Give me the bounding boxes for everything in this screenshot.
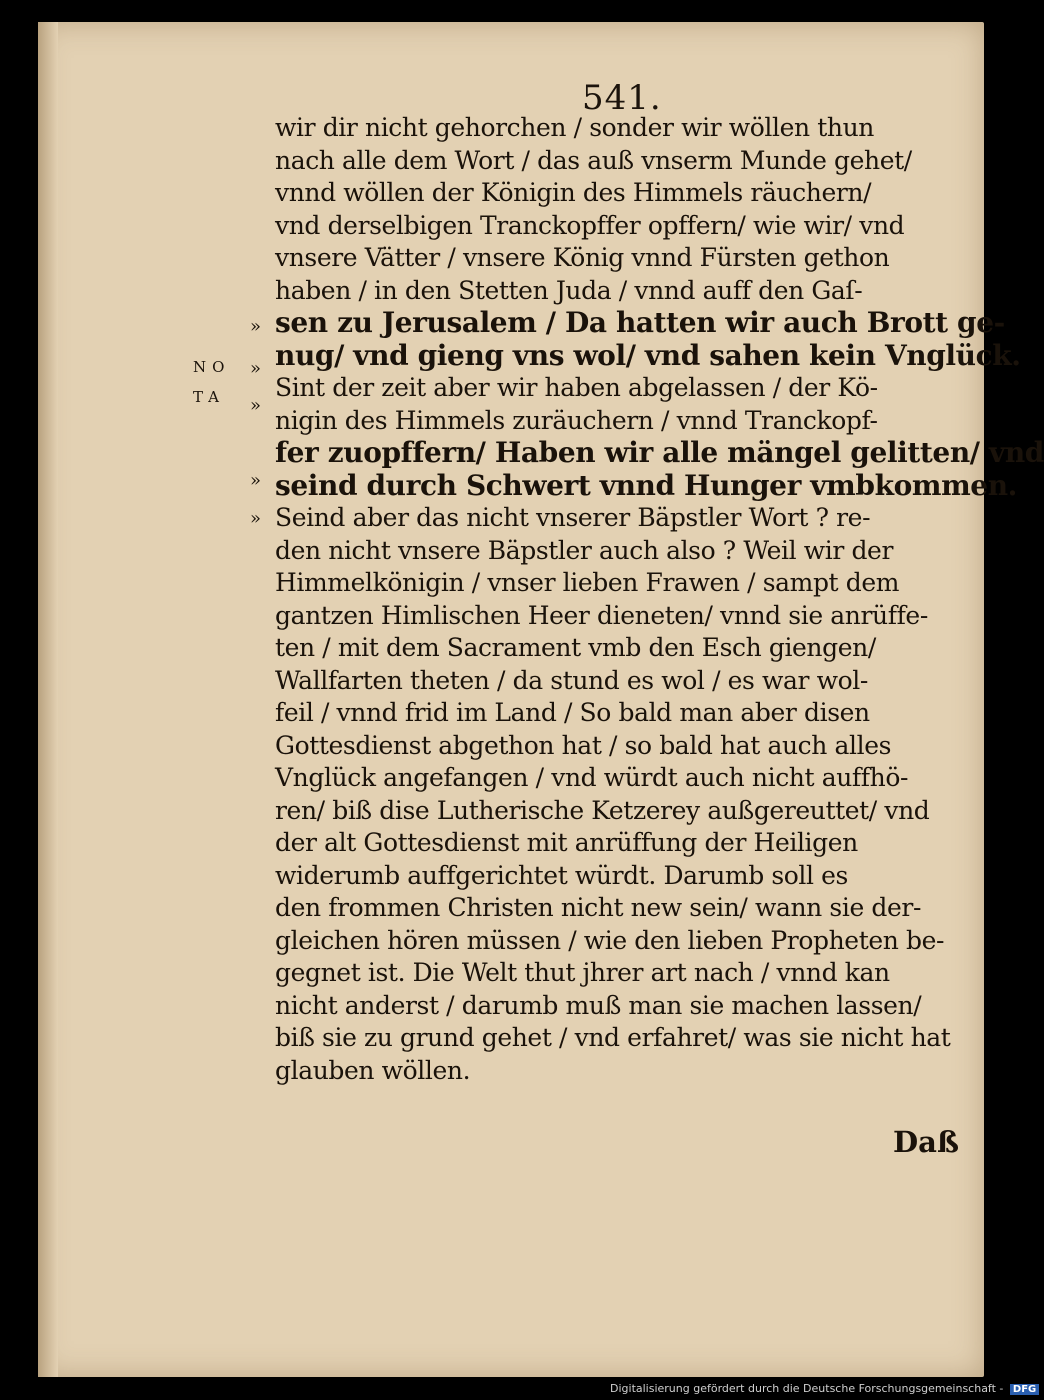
text-line: ren/ biß dise Lutherische Ketzerey außgereuttet/ vnd [275,795,930,825]
quote-mark: » [250,470,262,491]
text-line: nach alle dem Wort / das auß vnserm Munde gehet/ [275,145,912,175]
text-line: widerumb auffgerichtet würdt. Darumb soll es [275,860,848,890]
marginal-note-ta: TA [193,388,226,406]
text-line: Gottesdienst abgethon hat / so bald hat auch alles [275,730,892,760]
text-line: Sint der zeit aber wir haben abgelassen / der Kö- [275,373,878,402]
text-line: nug/ vnd gieng vns wol/ vnd sahen kein Vnglück. [275,338,1021,372]
text-line: Wallfarten theten / da stund es wol / es war wol- [275,665,868,695]
text-line: feil / vnnd frid im Land / So bald man aber disen [275,698,870,727]
text-line: vnnd wöllen der Königin des Himmels räuchern/ [275,178,872,207]
credit-text: Digitalisierung gefördert durch die Deutsche Forschungsgemeinschaft - [610,1382,1004,1395]
quote-mark: » [250,316,262,337]
text-line: wir dir nicht gehorchen / sonder wir wöllen thun [275,113,875,142]
text-line: gegnet ist. Die Welt thut jhrer art nach / vnnd kan [275,958,890,987]
text-line: vnsere Vätter / vnsere König vnnd Fürsten gethon [275,243,890,272]
text-line: ten / mit dem Sacrament vmb den Esch giengen/ [275,633,876,662]
text-line: nigin des Himmels zuräuchern / vnnd Tranckopf- [275,405,878,435]
text-line: biß sie zu grund gehet / vnd erfahret/ was sie nicht hat [275,1023,951,1052]
quote-mark: » [250,358,262,379]
quote-mark: » [250,508,262,529]
catchword: Daß [893,1125,959,1159]
text-line: Seind aber das nicht vnserer Bäpstler Wort ? re- [275,503,871,532]
page-edge-shadow [38,22,58,1377]
text-line: glauben wöllen. [275,1055,471,1085]
text-line: Himmelkönigin / vnser lieben Frawen / sampt dem [275,568,900,597]
marginal-note-no: NO [193,358,231,376]
text-line: sen zu Jerusalem / Da hatten wir auch Brott ge- [275,306,1005,339]
text-line: der alt Gottesdienst mit anrüffung der Heiligen [275,828,858,857]
dfg-logo: DFG [1010,1384,1039,1395]
text-line: vnd derselbigen Tranckopffer opffern/ wie wir/ vnd [275,210,905,240]
text-line: gleichen hören müssen / wie den lieben Propheten be- [275,925,945,955]
text-line: den nicht vnsere Bäpstler auch also ? Weil wir der [275,535,893,565]
text-line: gantzen Himlischen Heer dieneten/ vnnd sie anrüffe- [275,600,928,630]
digitization-credit [610,1382,1039,1395]
text-line: seind durch Schwert vnnd Hunger vmbkommen. [275,468,1018,502]
text-line: fer zuopffern/ Haben wir alle mängel gelitten/ vnd [275,436,1044,469]
body-text [275,112,1044,1087]
text-line: nicht anderst / darumb muß man sie machen lassen/ [275,990,922,1020]
text-line: haben / in den Stetten Juda / vnnd auff den Gaſ- [275,275,863,305]
quote-mark: » [250,395,262,416]
folio-number: 541. [582,78,662,118]
text-line: Vnglück angefangen / vnd würdt auch nicht auffhö- [275,763,909,792]
text-line: den frommen Christen nicht new sein/ wann sie der- [275,893,921,922]
